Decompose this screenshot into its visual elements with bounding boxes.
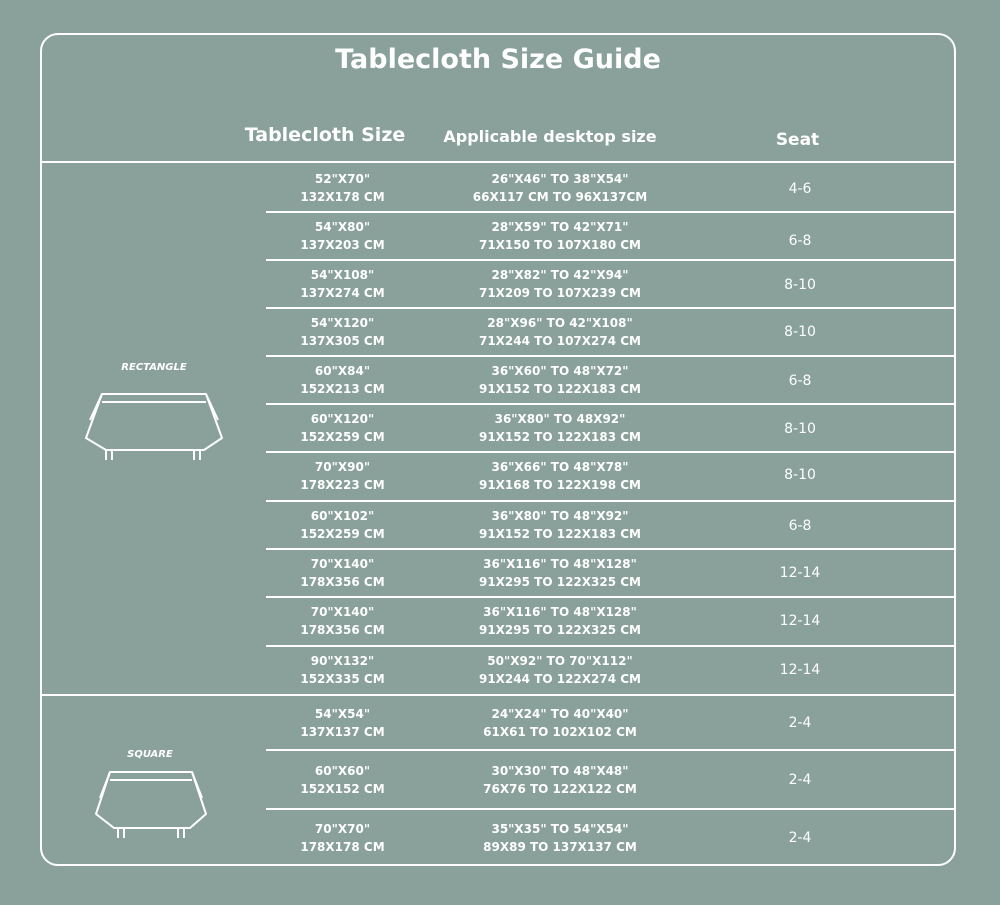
row-8-size: 60"X102" 152X259 CM bbox=[300, 509, 385, 541]
page-title: Tablecloth Size Guide bbox=[335, 44, 661, 75]
row-5-size: 60"X84" 152X213 CM bbox=[300, 364, 385, 396]
row-10-seat: 12-14 bbox=[779, 613, 821, 629]
row-divider bbox=[266, 307, 955, 309]
row-11-size: 90"X132" 152X335 CM bbox=[300, 654, 385, 686]
header-divider bbox=[41, 161, 955, 163]
row-8-seat: 6-8 bbox=[788, 518, 812, 534]
row-7-seat: 8-10 bbox=[784, 467, 816, 483]
row-13-size: 60"X60" 152X152 CM bbox=[300, 764, 385, 796]
row-divider bbox=[266, 451, 955, 453]
row-6-seat: 8-10 bbox=[784, 421, 816, 437]
row-10-size: 70"X140" 178X356 CM bbox=[300, 605, 385, 637]
row-13-seat: 2-4 bbox=[788, 772, 812, 788]
category-rectangle-label: RECTANGLE bbox=[121, 362, 187, 373]
square-table-icon bbox=[92, 768, 210, 840]
row-3-desktop: 28"X82" TO 42"X94" 71X209 TO 107X239 CM bbox=[478, 268, 642, 300]
header-tablecloth-size: Tablecloth Size bbox=[244, 124, 406, 146]
row-14-desktop: 35"X35" TO 54"X54" 89X89 TO 137X137 CM bbox=[483, 822, 637, 854]
row-3-size: 54"X108" 137X274 CM bbox=[300, 268, 385, 300]
row-14-seat: 2-4 bbox=[788, 830, 812, 846]
row-5-desktop: 36"X60" TO 48"X72" 91X152 TO 122X183 CM bbox=[478, 364, 642, 396]
row-divider bbox=[266, 808, 955, 810]
row-4-desktop: 28"X96" TO 42"X108" 71X244 TO 107X274 CM bbox=[478, 316, 642, 348]
row-divider bbox=[266, 259, 955, 261]
row-7-desktop: 36"X66" TO 48"X78" 91X168 TO 122X198 CM bbox=[478, 460, 642, 492]
row-2-seat: 6-8 bbox=[788, 233, 812, 249]
row-11-seat: 12-14 bbox=[779, 662, 821, 678]
row-13-desktop: 30"X30" TO 48"X48" 76X76 TO 122X122 CM bbox=[483, 764, 637, 796]
category-square-label: SQUARE bbox=[127, 749, 173, 760]
row-3-seat: 8-10 bbox=[784, 277, 816, 293]
row-7-size: 70"X90" 178X223 CM bbox=[300, 460, 385, 492]
row-1-size: 52"X70" 132X178 CM bbox=[300, 172, 385, 204]
row-divider bbox=[266, 596, 955, 598]
row-10-desktop: 36"X116" TO 48"X128" 91X295 TO 122X325 CM bbox=[478, 605, 642, 637]
row-5-seat: 6-8 bbox=[788, 373, 812, 389]
row-divider bbox=[266, 749, 955, 751]
section-divider bbox=[41, 694, 955, 696]
header-seat: Seat bbox=[775, 130, 820, 150]
row-12-size: 54"X54" 137X137 CM bbox=[300, 707, 385, 739]
row-9-desktop: 36"X116" TO 48"X128" 91X295 TO 122X325 CM bbox=[478, 557, 642, 589]
row-12-seat: 2-4 bbox=[788, 715, 812, 731]
header-desktop-size: Applicable desktop size bbox=[443, 127, 657, 146]
row-14-size: 70"X70" 178X178 CM bbox=[300, 822, 385, 854]
row-8-desktop: 36"X80" TO 48"X92" 91X152 TO 122X183 CM bbox=[478, 509, 642, 541]
row-1-desktop: 26"X46" TO 38"X54" 66X117 CM TO 96X137CM bbox=[472, 172, 648, 204]
row-divider bbox=[266, 403, 955, 405]
row-4-size: 54"X120" 137X305 CM bbox=[300, 316, 385, 348]
row-9-seat: 12-14 bbox=[779, 565, 821, 581]
row-divider bbox=[266, 500, 955, 502]
row-2-desktop: 28"X59" TO 42"X71" 71X150 TO 107X180 CM bbox=[478, 220, 642, 252]
row-divider bbox=[266, 211, 955, 213]
row-divider bbox=[266, 645, 955, 647]
row-2-size: 54"X80" 137X203 CM bbox=[300, 220, 385, 252]
row-divider bbox=[266, 355, 955, 357]
row-6-size: 60"X120" 152X259 CM bbox=[300, 412, 385, 444]
row-11-desktop: 50"X92" TO 70"X112" 91X244 TO 122X274 CM bbox=[478, 654, 642, 686]
rectangle-table-icon bbox=[82, 390, 227, 462]
row-6-desktop: 36"X80" TO 48X92" 91X152 TO 122X183 CM bbox=[478, 412, 642, 444]
row-12-desktop: 24"X24" TO 40"X40" 61X61 TO 102X102 CM bbox=[483, 707, 637, 739]
row-9-size: 70"X140" 178X356 CM bbox=[300, 557, 385, 589]
row-4-seat: 8-10 bbox=[784, 324, 816, 340]
row-1-seat: 4-6 bbox=[788, 181, 812, 197]
row-divider bbox=[266, 548, 955, 550]
